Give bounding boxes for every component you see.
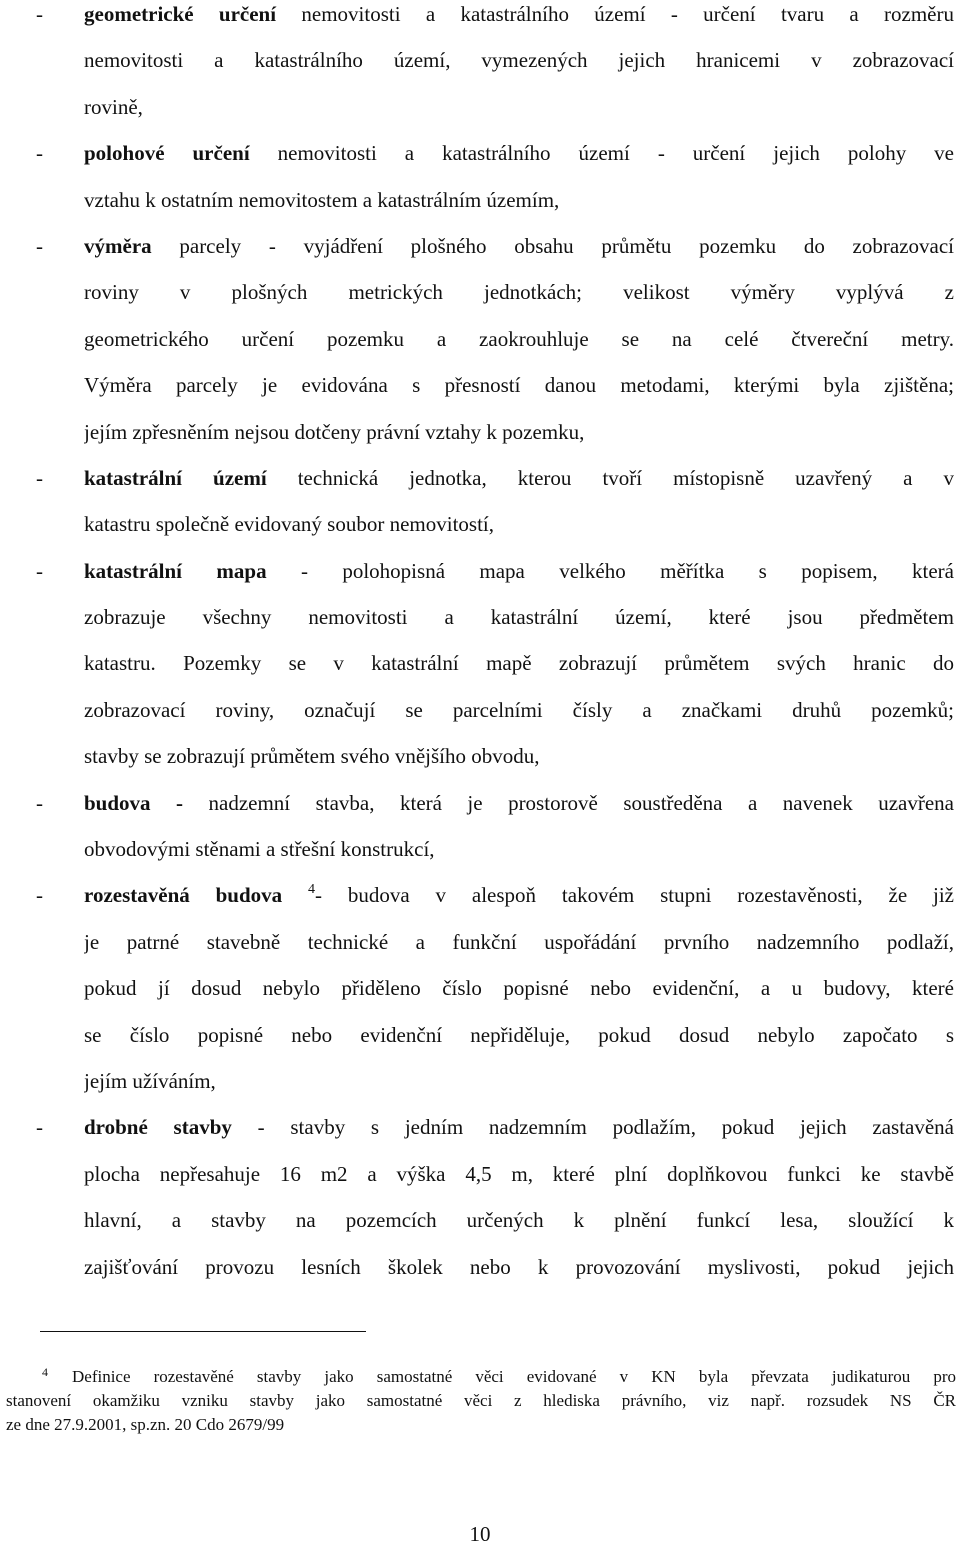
list-dash: -	[36, 1115, 43, 1140]
list-dash: -	[36, 790, 43, 815]
item-line: budova - nadzemní stavba, která je prostorově soustředěna a navenek uzavřena	[84, 790, 954, 815]
item-line: obvodovými stěnami a střešní konstrukcí,	[84, 837, 435, 862]
item-term: geometrické určení	[84, 2, 277, 26]
item-line: katastrální mapa - polohopisná mapa velkého měřítka s popisem, která	[84, 558, 954, 583]
item-term: katastrální území	[84, 465, 267, 490]
item-term: budova -	[84, 790, 184, 815]
item-line: geometrického určení pozemku a zaokrouhluje se na celé čtvereční metry.	[84, 326, 954, 351]
item-line: polohové určení nemovitosti a katastrálního území - určení jejich polohy ve	[84, 141, 954, 166]
item-line: jejím užíváním,	[84, 1068, 216, 1093]
list-item	[0, 0, 960, 130]
item-term: katastrální mapa	[84, 558, 267, 583]
list-item	[0, 223, 960, 455]
item-line: je patrné stavebně technické a funkční uspořádání prvního nadzemního podlaží,	[84, 929, 954, 954]
item-term: výměra	[84, 233, 152, 258]
item-line: geometrické určení nemovitosti a katastrálního území - určení tvaru a rozměru	[84, 2, 954, 26]
list-dash: -	[36, 2, 43, 26]
item-line: výměra parcely - vyjádření plošného obsahu průmětu pozemku do zobrazovací	[84, 233, 954, 258]
item-line: roviny v plošných metrických jednotkách; velikost výměry vyplývá z	[84, 280, 954, 305]
list-dash: -	[36, 558, 43, 583]
item-line: katastru společně evidovaný soubor nemovitostí,	[84, 512, 495, 537]
item-line: vztahu k ostatním nemovitostem a katastrálním územím,	[84, 187, 560, 212]
item-line: jejím zpřesněním nejsou dotčeny právní vztahy k pozemku,	[84, 419, 585, 444]
list-item	[0, 548, 960, 780]
list-item	[0, 1104, 960, 1290]
item-line: zobrazuje všechny nemovitosti a katastrální území, které jsou předmětem	[84, 605, 954, 630]
item-term: drobné stavby	[84, 1115, 232, 1140]
footnote	[6, 1365, 956, 1437]
item-line: katastru. Pozemky se v katastrální mapě zobrazují průmětem svých hranic do	[84, 651, 954, 676]
footnote-line: ze dne 27.9.2001, sp.zn. 20 Cdo 2679/99	[6, 1415, 285, 1434]
footnote-line: $^4$ Definice rozestavěné stavby jako samostatné věci evidované v KN byla převzata judikaturou pro	[42, 1365, 956, 1386]
list-item	[0, 455, 960, 548]
item-line: hlavní, a stavby na pozemcích určených k plnění funkcí lesa, sloužící k	[84, 1208, 954, 1233]
footnote-mark: 4	[42, 1365, 48, 1379]
item-line: pokud jí dosud nebylo přiděleno číslo popisné nebo evidenční, a u budovy, které	[84, 976, 954, 1001]
item-line: plocha nepřesahuje 16 m2 a výška 4,5 m, které plní doplňkovou funkci ke stavbě	[84, 1161, 954, 1186]
list-item	[0, 872, 960, 1104]
item-line: katastrální území technická jednotka, kterou tvoří místopisně uzavřený a v	[84, 465, 954, 490]
item-line: stavby se zobrazují průmětem svého vnějšího obvodu,	[84, 744, 540, 769]
item-line: rovině,	[84, 94, 143, 119]
item-term: polohové určení	[84, 141, 250, 166]
item-line: se číslo popisné nebo evidenční nepřiděluje, pokud dosud nebylo započato s	[84, 1022, 954, 1047]
list-item	[0, 780, 960, 873]
list-item	[0, 130, 960, 223]
item-line: Výměra parcely je evidována s přesností danou metodami, kterými byla zjištěna;	[84, 373, 954, 398]
list-dash: -	[36, 141, 43, 166]
item-line: zajišťování provozu lesních školek nebo k provozování myslivosti, pokud jejich	[84, 1254, 954, 1279]
footnote-reference[interactable]: 4	[308, 882, 316, 898]
item-line: zobrazovací roviny, označují se parcelními čísly a značkami druhů pozemků;	[84, 697, 954, 722]
page-number: 10	[469, 1522, 491, 1546]
item-line: drobné stavby - stavby s jedním nadzemním podlažím, pokud jejich zastavěná	[84, 1115, 954, 1140]
footnote-line: stanovení okamžiku vzniku stavby jako samostatné věci z hlediska právního, viz např. rozsudek NS ČR	[6, 1391, 956, 1410]
list-dash: -	[36, 465, 43, 490]
item-line: rozestavěná budova $^4$- budova v alespoň takovém stupni rozestavěnosti, že již	[84, 882, 954, 908]
list-dash: -	[36, 883, 43, 908]
item-line: nemovitosti a katastrálního území, vymezených jejich hranicemi v zobrazovací	[84, 48, 954, 73]
item-term: rozestavěná budova	[84, 883, 283, 908]
list-dash: -	[36, 233, 43, 258]
footnote-separator	[40, 1331, 366, 1332]
